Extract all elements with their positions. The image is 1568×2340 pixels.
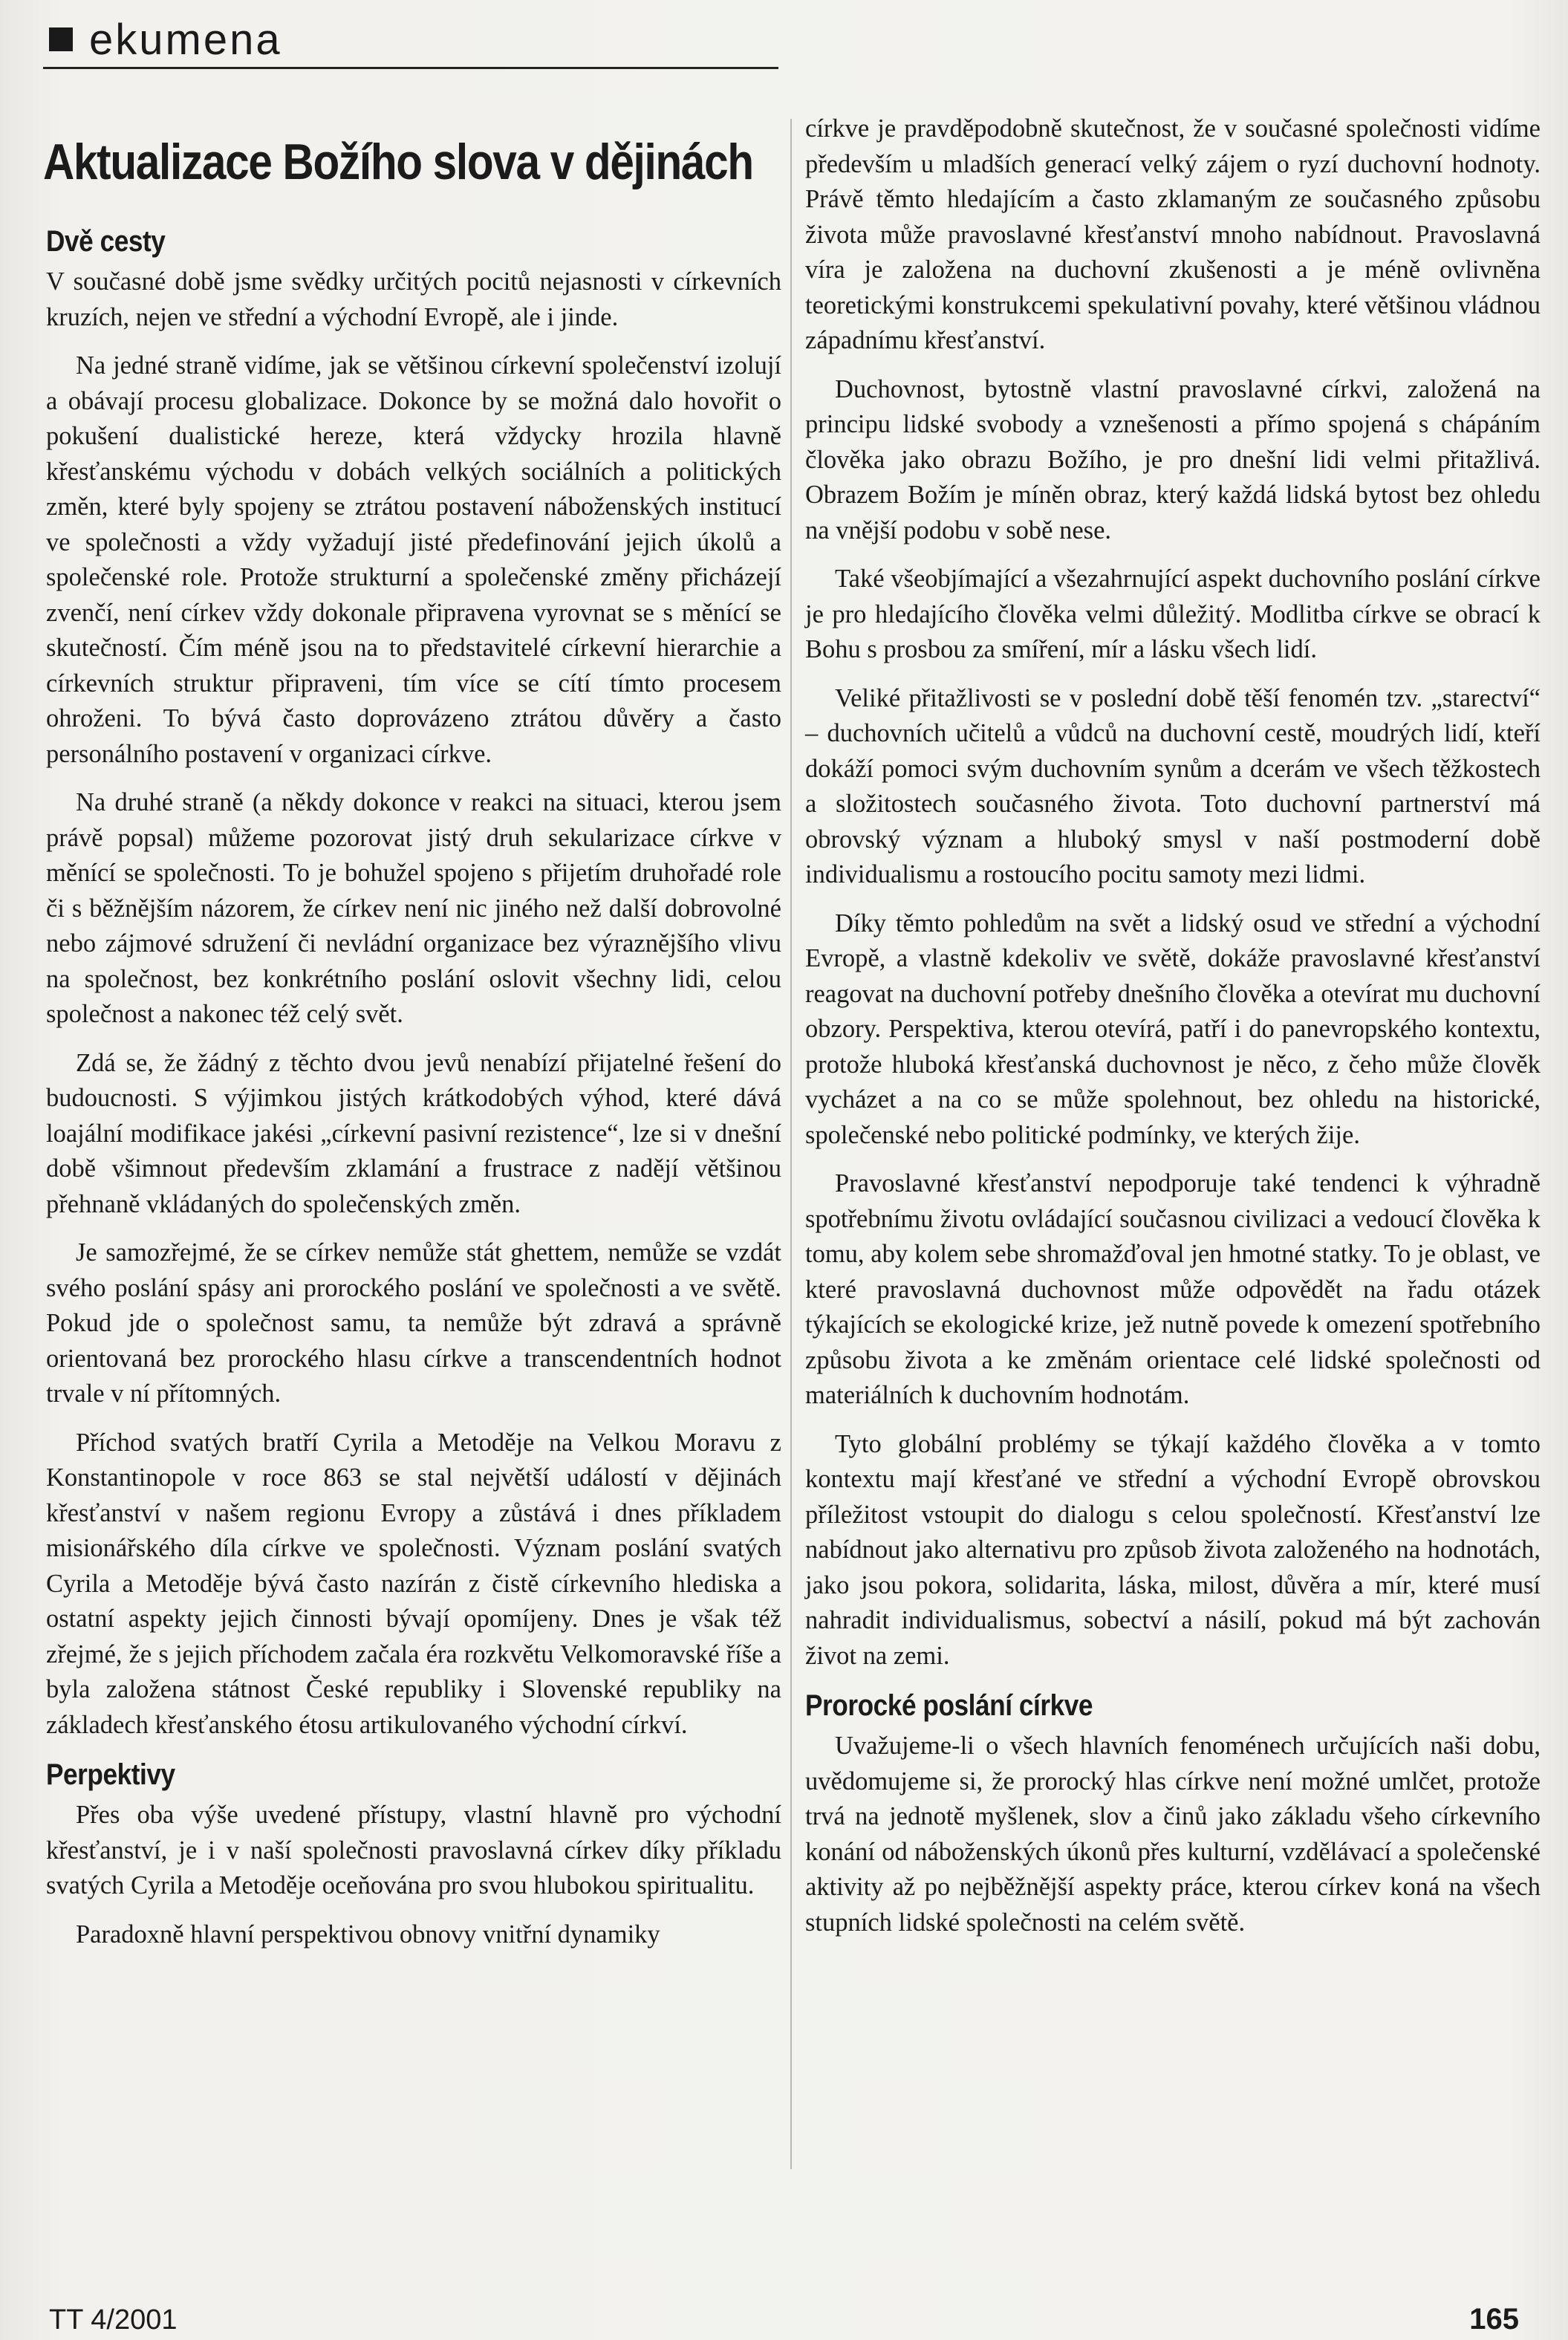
section-heading: Prorocké poslání církve — [805, 1689, 1093, 1722]
square-bullet-icon — [49, 27, 73, 51]
paragraph: Pravoslavné křesťanství nepodporuje také tendenci k výhradně spotřebnímu životu ovládající současnou civilizaci a vedoucí člověka k tomu, aby kolem sebe shromažďoval jen hmotné statky. To je oblast, ve které pravoslavná duchovnost může odpovědět na řadu otázek týkajících se ekologické krize, jež nutně povede k omezení spotřebního způsobu života a ke změnám orientace celé lidské společnosti od materiálních k duchovním hodnotám. — [805, 1169, 1541, 1409]
section-tag — [49, 13, 282, 65]
paragraph: církve je pravděpodobně skutečnost, že v současné společnosti vidíme především u mladších generací velký zájem o ryzí duchovní hodnoty. Právě těmto hledajícím a často zklamaným ze současného způsobu života může pravoslavné křesťanství mnoho nabídnout. Pravoslavná víra je založena na duchovní zkušenosti a je méně ovlivněna teoretickými konstrukcemi spekulativní povahy, které většinou vládnou západnímu křesťanství. — [805, 114, 1541, 354]
header-rule — [43, 67, 778, 69]
section-label: ekumena — [89, 15, 282, 64]
paragraph: Přes oba výše uvedené přístupy, vlastní hlavně pro východní křesťanství, je i v naší společnosti pravoslavná církev díky příkladu svatých Cyrila a Metoděje oceňována pro svou hlubokou spiritualitu. — [46, 1801, 781, 1899]
section-heading: Dvě cesty — [46, 225, 166, 258]
article-title: Aktualizace Božího slova v dějinách — [43, 134, 753, 190]
paragraph: Je samozřejmé, že se církev nemůže stát ghettem, nemůže se vzdát svého poslání spásy ani prorockého poslání ve společnosti a ve světě. Pokud jde o společnost samu, ta nemůže být zdravá a správně orientovaná bez prorockého hlasu církve a transcendentních hodnot trvale v ní přítomných. — [46, 1238, 781, 1408]
left-column — [46, 215, 781, 1966]
paragraph: V současné době jsme svědky určitých pocitů nejasnosti v církevních kruzích, nejen ve střední a východní Evropě, ale i jinde. — [46, 267, 781, 331]
page-number: 165 — [1469, 2303, 1519, 2336]
paragraph: Příchod svatých bratří Cyrila a Metoděje na Velkou Moravu z Konstantinopole v roce 863 se stal největší událostí v dějinách křesťanství v našem regionu Evropy a zůstává i dnes příkladem misionářského díla církve ve společnosti. Význam poslání svatých Cyrila a Metoděje bývá často nazírán z čistě církevního hlediska a ostatní aspekty jejich činnosti bývají opomíjeny. Dnes je však též zřejmé, že s jejich příchodem začala éra rozkvětu Velkomoravské říše a byla založena státnost České republiky i Slovenské republiky na základech křesťanského étosu artikulovaného východní církví. — [46, 1428, 781, 1739]
issue-number: TT 4/2001 — [49, 2304, 178, 2336]
paragraph: Tyto globální problémy se týkají každého člověka a v tomto kontextu mají křesťané ve střední a východní Evropě obrovskou příležitost vstoupit do dialogu s celou společností. Křesťanství lze nabídnout jako alternativu pro způsob života založeného na hodnotách, jako jsou pokora, solidarita, láska, milost, důvěra a mír, které musí nahradit individualismus, sobectví a násilí, pokud má být zachován život na zemi. — [805, 1429, 1541, 1670]
section-heading: Perpektivy — [46, 1758, 175, 1791]
paragraph: Uvažujeme-li o všech hlavních fenoménech určujících naši dobu, uvědomujeme si, že prorocký hlas církve není možné umlčet, protože trvá na jednotě myšlenek, slov a činů jako základu všeho církevního konání od náboženských úkonů přes kulturní, vzdělávací a společenské aktivity až po nejběžnější aspekty práce, kterou církev koná na všech stupních lidské společnosti na celém světě. — [805, 1732, 1541, 1937]
paragraph: Duchovnost, bytostně vlastní pravoslavné církvi, založená na principu lidské svobody a vznešenosti a přímo spojená s chápáním člověka jako obrazu Božího, je pro dnešní lidi velmi přitažlivá. Obrazem Božím je míněn obraz, který každá lidská bytost bez ohledu na vnější podobu v sobě nese. — [805, 374, 1541, 545]
paragraph: Na jedné straně vidíme, jak se většinou církevní společenství izolují a obávají procesu globalizace. Dokonce by se možná dalo hovořit o pokušení dualistické hereze, která vždycky hrozila hlavně křesťanskému východu v dobách velkých sociálních a politických změn, které byly spojeny se ztrátou postavení náboženských institucí ve společnosti a vždy vyžadují jisté předefinování jejich úkolů a společenské role. Protože strukturní a společenské změny přicházejí zvenčí, není církev vždy dokonale připravena vyrovnat se s měnící se skutečností. Čím méně jsou na to představitelé církevní hierarchie a církevních struktur připraveni, tím více se cítí tímto procesem ohroženi. To bývá často doprovázeno ztrátou důvěry a často personálního postavení v organizaci církve. — [46, 351, 781, 768]
paragraph: Veliké přitažlivosti se v poslední době těší fenomén tzv. „starectví“ – duchovních učitelů a vůdců na duchovní cestě, moudrých lidí, kteří dokáží pomoci svým duchovním synům a dcerám ve všech těžkostech a složitostech současného života. Toto duchovní partnerství má obrovský význam a hluboký smysl v naší postmoderní době individualismu a rostoucího pocitu samoty mezi lidmi. — [805, 683, 1541, 888]
paragraph: Na druhé straně (a někdy dokonce v reakci na situaci, kterou jsem právě popsal) můžeme pozorovat jistý druh sekularizace církve v měnící se společnosti. To je bohužel spojeno s přijetím druhořadé role či s běžnějším názorem, že církev není nic jiného než další dobrovolné nebo zájmové sdružení či nevládní organizace bez výraznějšího vlivu na společnost, bez konkrétního poslání oslovit všechny lidi, celou společnost a nakonec též celý svět. — [46, 788, 781, 1028]
paragraph: Díky těmto pohledům na svět a lidský osud ve střední a východní Evropě, a vlastně kdekoliv ve světě, dokáže pravoslavné křesťanství reagovat na duchovní potřeby dnešního člověka a otevírat mu duchovní obzory. Perspektiva, kterou otevírá, patří i do panevropského kontextu, protože hluboká křesťanská duchovnost je něco, z čeho může člověk vycházet a na co se může spolehnout, bez ohledu na historické, společenské nebo politické podmínky, ve kterých žije. — [805, 909, 1541, 1149]
paragraph: Také všeobjímající a všezahrnující aspekt duchovního poslání církve je pro hledajícího člověka velmi důležitý. Modlitba církve se obrací k Bohu s prosbou za smíření, mír a lásku všech lidí. — [805, 565, 1541, 663]
paragraph: Zdá se, že žádný z těchto dvou jevů nenabízí přijatelné řešení do budoucnosti. S výjimkou jistých krátkodobých výhod, které dává loajální modifikace jakési „církevní pasivní rezistence“, lze si v dnešní době všimnout především zklamání a frustrace z nadějí většinou přehnaně vkládaných do společenských změn. — [46, 1048, 781, 1218]
right-column — [805, 111, 1541, 1954]
column-divider — [790, 119, 792, 2169]
paragraph: Paradoxně hlavní perspektivou obnovy vnitřní dynamiky — [76, 1920, 660, 1949]
